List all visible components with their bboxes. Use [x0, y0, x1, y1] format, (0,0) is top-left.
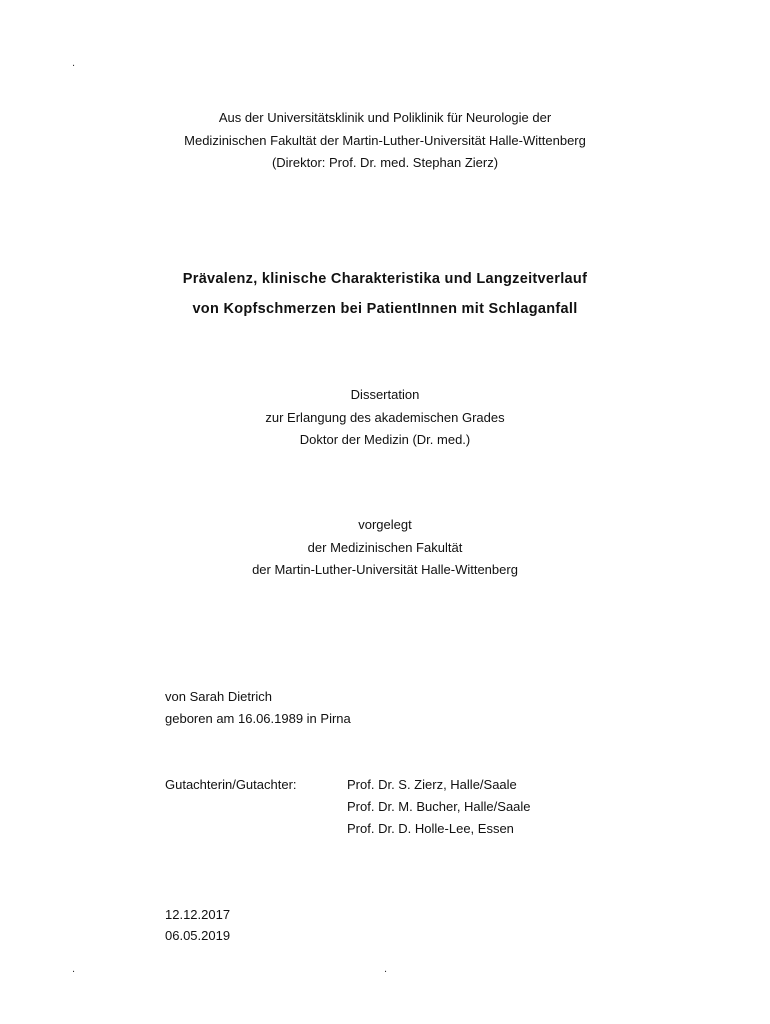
institution-line-3: (Direktor: Prof. Dr. med. Stephan Zierz) [271, 155, 499, 170]
submission-line-3: der Martin-Luther-Universität Halle-Wittenberg [252, 562, 518, 577]
reviewer-3: Prof. Dr. D. Holle-Lee, Essen [347, 821, 514, 836]
date-1: 12.12.2017 [165, 907, 231, 922]
date-2: 06.05.2019 [165, 928, 231, 943]
submission-block [0, 514, 770, 582]
institution-line-2: Medizinischen Fakultät der Martin-Luther-Universität Halle-Wittenberg [184, 132, 586, 148]
degree-line-3: Doktor der Medizin (Dr. med.) [299, 432, 471, 447]
reviewer-1: Prof. Dr. S. Zierz, Halle/Saale [347, 777, 517, 792]
degree-line-2: zur Erlangung des akademischen Grades [265, 409, 505, 425]
reviewers-label: Gutachterin/Gutachter: [165, 777, 297, 792]
page-mark-bottom-center: . [384, 963, 388, 975]
institution-block [0, 107, 770, 175]
submission-line-1: vorgelegt [358, 517, 412, 532]
author-name: von Sarah Dietrich [165, 689, 272, 704]
reviewer-2: Prof. Dr. M. Bucher, Halle/Saale [347, 799, 531, 814]
degree-line-1: Dissertation [350, 387, 420, 402]
title-line-1: Prävalenz, klinische Charakteristika und Langzeitverlauf [182, 271, 588, 287]
submission-line-2: der Medizinischen Fakultät [307, 539, 463, 555]
institution-line-1: Aus der Universitätsklinik und Poliklinik für Neurologie der [218, 110, 552, 125]
author-birth: geboren am 16.06.1989 in Pirna [165, 711, 351, 726]
page-mark-bottom-left: . [72, 963, 76, 975]
dissertation-title [0, 264, 770, 324]
page-mark-top-left: . [72, 57, 76, 69]
degree-block [0, 384, 770, 452]
title-line-2: von Kopfschmerzen bei PatientInnen mit Schlaganfall [192, 301, 578, 317]
